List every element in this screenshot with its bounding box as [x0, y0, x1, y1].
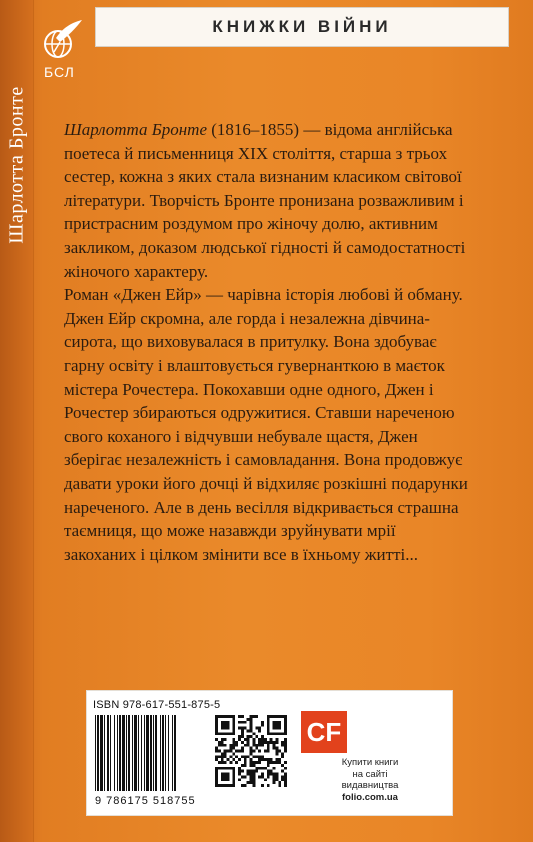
qr-code-icon	[215, 715, 287, 787]
author-bio-rest: (1816–1855) — відома англійська поетеса й письменниця XIX століття, старша з трьох сестер, кожна з яких стала визнаним класиком світової літератури. Творчість Бронте пронизана розважливим і пристрасним роздумом про жіночу долю, активним закликом, доказом людської гідності й самодостатності жіночого характеру.	[64, 120, 466, 281]
ean-barcode	[93, 715, 211, 793]
author-bio	[64, 118, 469, 283]
publisher-logo-text: БСЛ	[44, 64, 75, 80]
spine-author: Шарлотта Бронте	[5, 86, 28, 244]
buy-line-1: Купити книги	[341, 757, 399, 768]
book-spine	[0, 0, 34, 842]
publisher-url[interactable]: folio.com.ua	[342, 791, 398, 803]
series-title: КНИЖКИ ВІЙНИ	[212, 17, 392, 36]
series-banner	[95, 7, 509, 47]
buy-line-2: на сайті	[352, 768, 388, 780]
plot-summary: Роман «Джен Ейр» — чарівна історія любові й обману. Джен Ейр скромна, але горда і незалежна дівчина-сирота, що виховувалася в притулку. Вона здобуває гарну освіту і влаштовується гувернанткою в маєток містера Рочестера. Покохавши одне одного, Джен і Рочестер збираються одружитися. Ставши нареченою свого коханого і відчувши небувале щастя, Джен зберігає незалежність і самовладання. Вона продовжує давати уроки його дочці й відхиляє розкішні подарунки нареченого. Але в день весілля відкривається страшна таємниця, що може назавжди зруйнувати мрії закоханих і цілком змінити все в їхньому житті...	[64, 285, 468, 564]
globe-quill-icon	[38, 18, 86, 64]
buy-books-note	[295, 757, 445, 803]
description-text	[64, 118, 469, 566]
ean-digits: 9 786175 518755	[95, 795, 196, 807]
isbn-text: ISBN 978-617-551-875-5	[93, 699, 221, 711]
folio-logo-letters: CF	[306, 716, 342, 747]
barcode-panel	[86, 690, 453, 816]
buy-line-3: видавництва	[341, 780, 399, 791]
folio-logo-icon	[301, 711, 347, 753]
author-name: Шарлотта Бронте	[64, 120, 207, 139]
